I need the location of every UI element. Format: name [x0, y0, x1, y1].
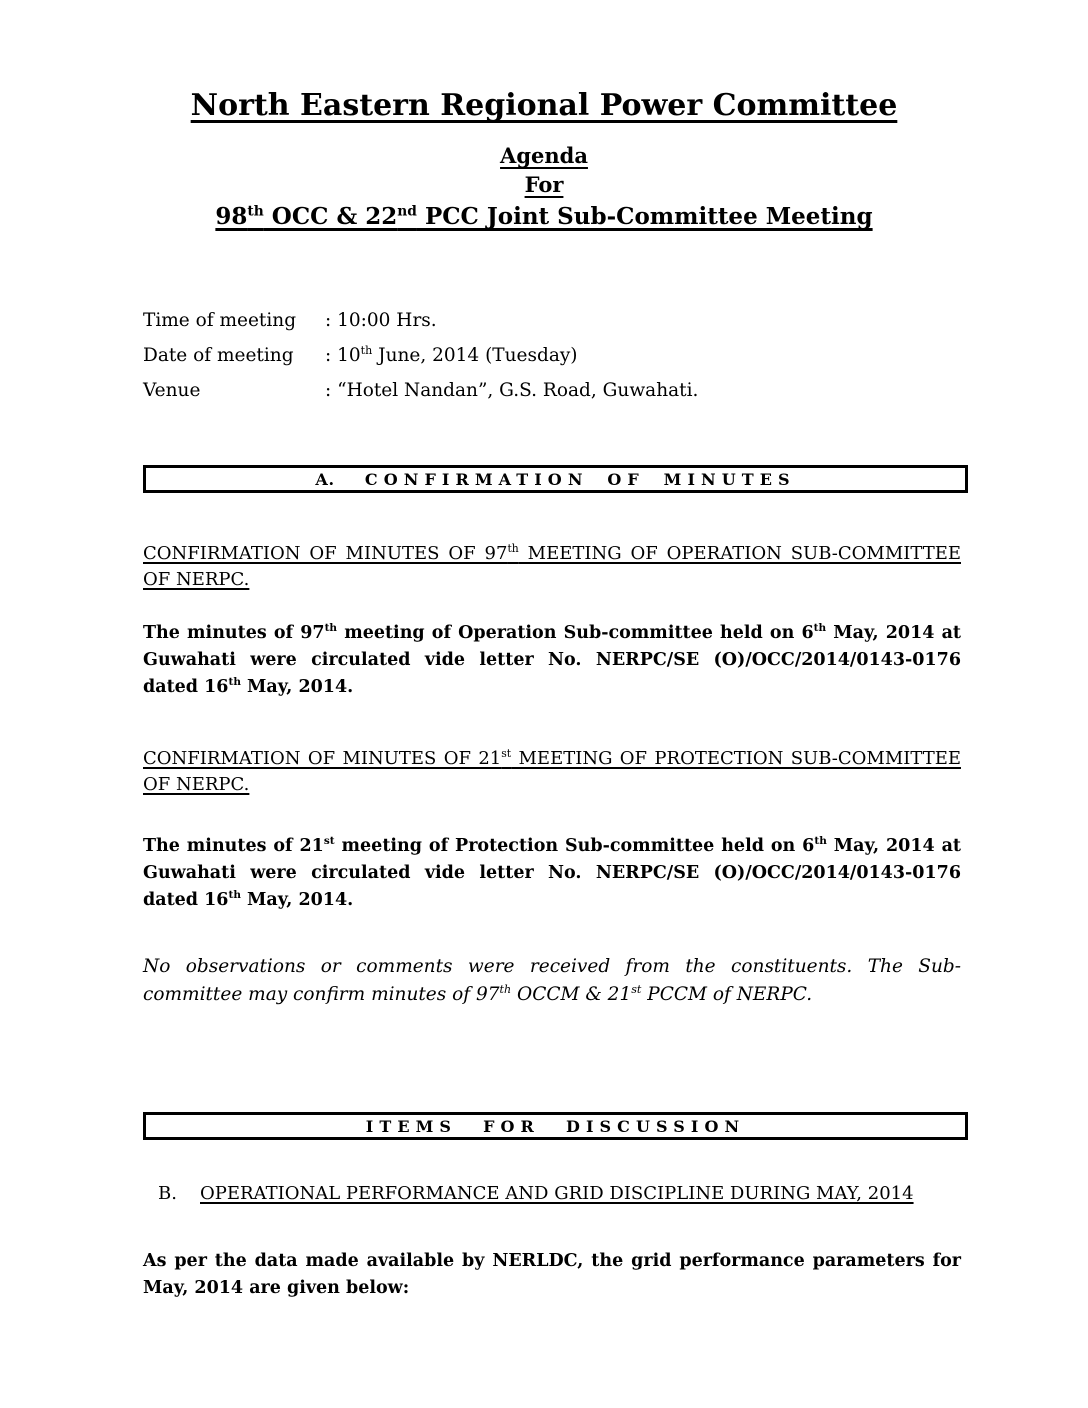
- detail-value: : 10:00 Hrs.: [325, 310, 437, 331]
- detail-label: Time of meeting: [143, 310, 297, 331]
- detail-label: Date of meeting: [143, 345, 294, 366]
- detail-value: : “Hotel Nandan”, G.S. Road, Guwahati.: [325, 380, 699, 401]
- detail-value: : 10th June, 2014 (Tuesday): [325, 343, 578, 366]
- note-observations: No observations or comments were received from the constituents. The Sub-committee may confirm minutes of 97th OCCM & 21st PCCM of NERPC.: [143, 956, 961, 1005]
- items-banner-title: ITEMS FOR DISCUSSION: [365, 1116, 746, 1136]
- for-subtitle: For: [524, 172, 564, 197]
- section-a-banner: [143, 465, 968, 493]
- meeting-title-text: 98th OCC & 22nd PCC Joint Sub-Committee Meeting: [215, 203, 873, 230]
- meeting-details: [143, 310, 963, 415]
- meeting-title: [0, 203, 1088, 230]
- agenda-subtitle: Agenda: [500, 143, 588, 168]
- heading-confirmation-occ: CONFIRMATION OF MINUTES OF 97th MEETING OF OPERATION SUB-COMMITTEE OF NERPC.: [143, 542, 961, 590]
- item-b-heading: OPERATIONAL PERFORMANCE AND GRID DISCIPLINE DURING MAY, 2014: [200, 1183, 914, 1204]
- item-b-label: B.: [158, 1183, 177, 1204]
- section-a-label: A.: [315, 469, 335, 489]
- doc-title-text: North Eastern Regional Power Committee: [190, 88, 898, 123]
- para-grid-performance: As per the data made available by NERLDC, the grid performance parameters for May, 2014 are given below:: [143, 1251, 961, 1298]
- detail-label: Venue: [143, 380, 201, 401]
- items-banner: [143, 1112, 968, 1140]
- heading-confirmation-pcc: CONFIRMATION OF MINUTES OF 21st MEETING OF PROTECTION SUB-COMMITTEE OF NERPC.: [143, 747, 961, 795]
- detail-row-date: [143, 345, 963, 366]
- para-pcc-minutes: The minutes of 21st meeting of Protection Sub-committee held on 6th May, 2014 at Guwahati were circulated vide letter No. NERPC/SE (O)/OCC/2014/0143-0176 dated 16th May, 2014.: [143, 835, 962, 910]
- doc-title: [0, 88, 1088, 123]
- item-b: [158, 1180, 960, 1207]
- section-a-title: CONFIRMATION OF MINUTES: [364, 469, 796, 489]
- para-occ-minutes: The minutes of 97th meeting of Operation Sub-committee held on 6th May, 2014 at Guwahati were circulated vide letter No. NERPC/SE (O)/OCC/2014/0143-0176 dated 16th May, 2014.: [143, 622, 961, 697]
- detail-row-time: [143, 310, 963, 331]
- detail-row-venue: [143, 380, 963, 401]
